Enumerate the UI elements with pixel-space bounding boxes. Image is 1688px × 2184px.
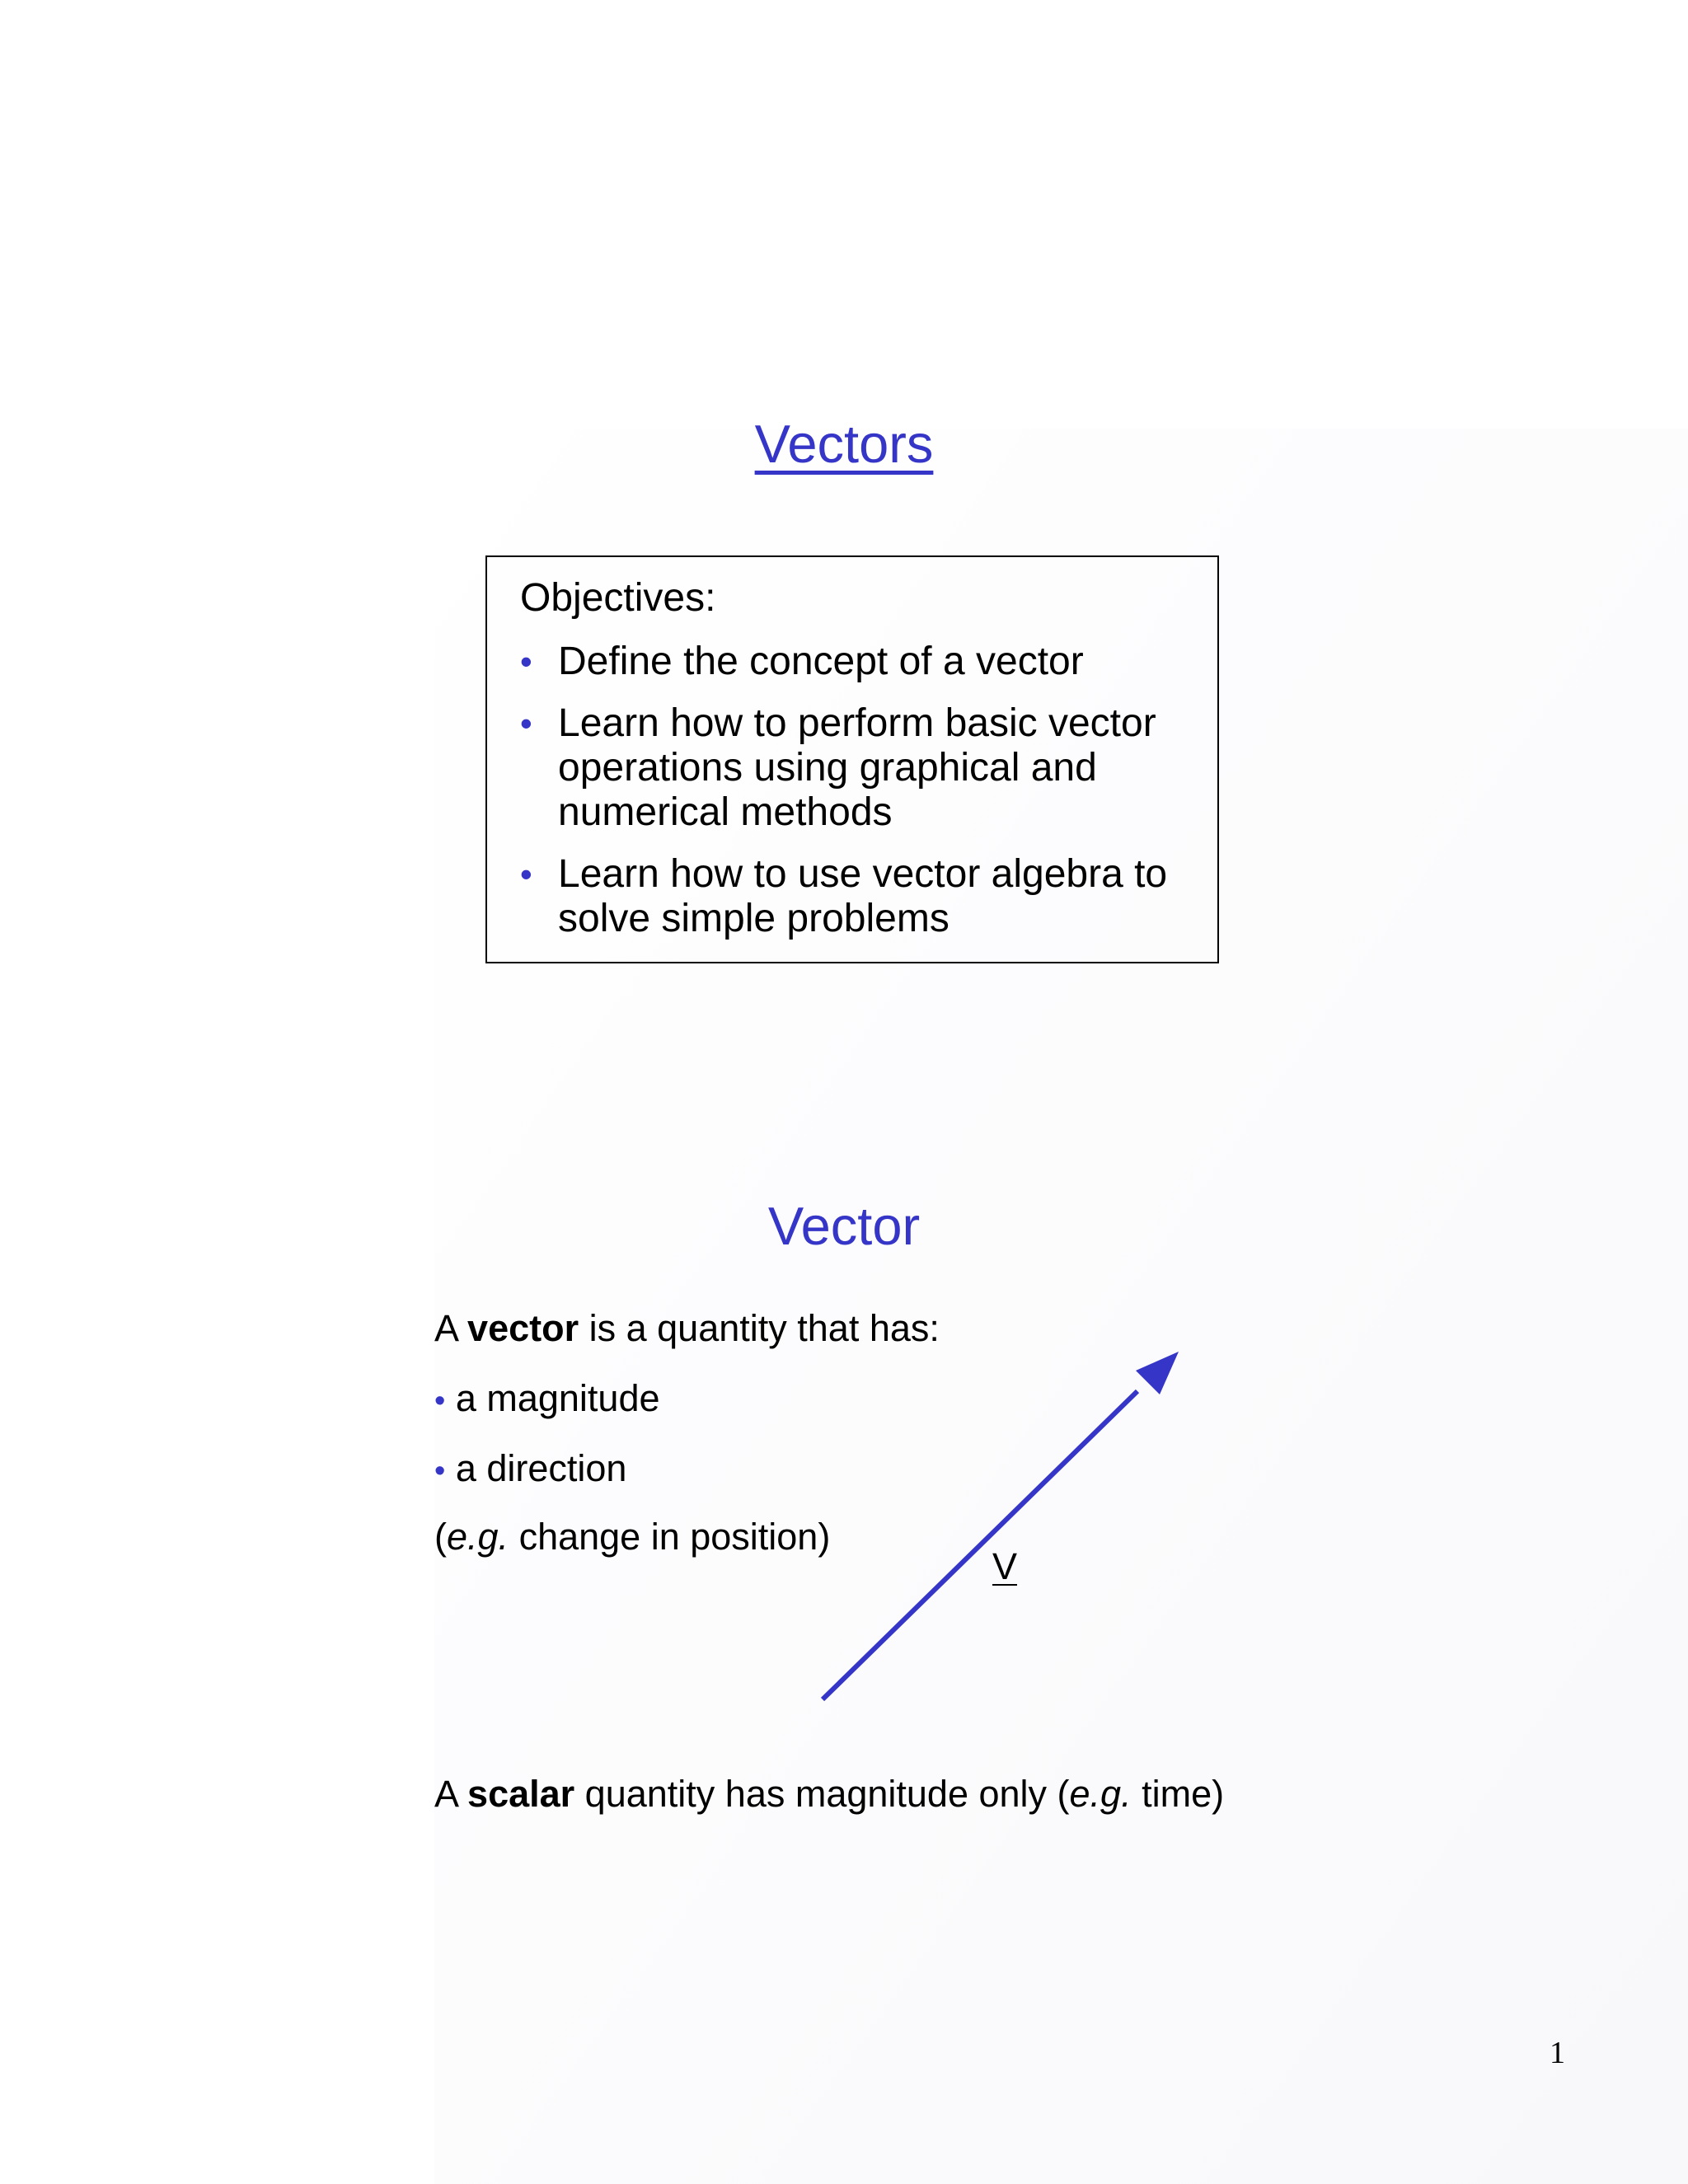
page-number: 1 — [1550, 2036, 1565, 2070]
slide-1-title — [0, 414, 1688, 474]
objective-text: Learn how to use vector algebra to solve simple problems — [558, 852, 1168, 940]
scalar-suffix: time) — [1131, 1773, 1225, 1815]
objective-text: Define the concept of a vector — [558, 640, 1084, 683]
property-item — [434, 1448, 626, 1489]
bullet-icon: • — [520, 642, 532, 681]
definition-prefix: A — [434, 1307, 468, 1349]
vector-label: V — [992, 1545, 1018, 1587]
property-item — [434, 1378, 660, 1419]
example-open: ( — [434, 1516, 447, 1558]
property-text: a magnitude — [455, 1377, 660, 1419]
definition-suffix: is a quantity that has: — [579, 1307, 940, 1349]
bullet-icon: • — [434, 1454, 446, 1488]
definition-term: vector — [467, 1307, 579, 1349]
scalar-prefix: A — [434, 1773, 468, 1815]
example-text: change in position) — [509, 1516, 831, 1558]
example-abbrev: e.g. — [447, 1516, 509, 1558]
objectives-box — [485, 555, 1219, 963]
scalar-text: quantity has magnitude only ( — [574, 1773, 1070, 1815]
objectives-heading: Objectives: — [520, 576, 716, 620]
vector-example — [434, 1516, 830, 1558]
vector-arrow — [791, 1327, 1203, 1714]
property-text: a direction — [455, 1447, 627, 1489]
scalar-abbrev: e.g. — [1069, 1773, 1132, 1815]
scalar-definition — [434, 1774, 1224, 1815]
bullet-icon: • — [520, 704, 532, 743]
vector-arrow-head — [1136, 1352, 1179, 1394]
bullet-icon: • — [434, 1384, 446, 1418]
scalar-term: scalar — [467, 1773, 575, 1815]
objective-text: Learn how to perform basic vector operations using graphical and numerical methods — [558, 701, 1156, 834]
bullet-icon: • — [520, 855, 532, 893]
slide-1-title-text: Vectors — [754, 414, 934, 474]
vector-arrow-shaft — [823, 1391, 1137, 1699]
slide-2-title: Vector — [767, 1196, 921, 1256]
